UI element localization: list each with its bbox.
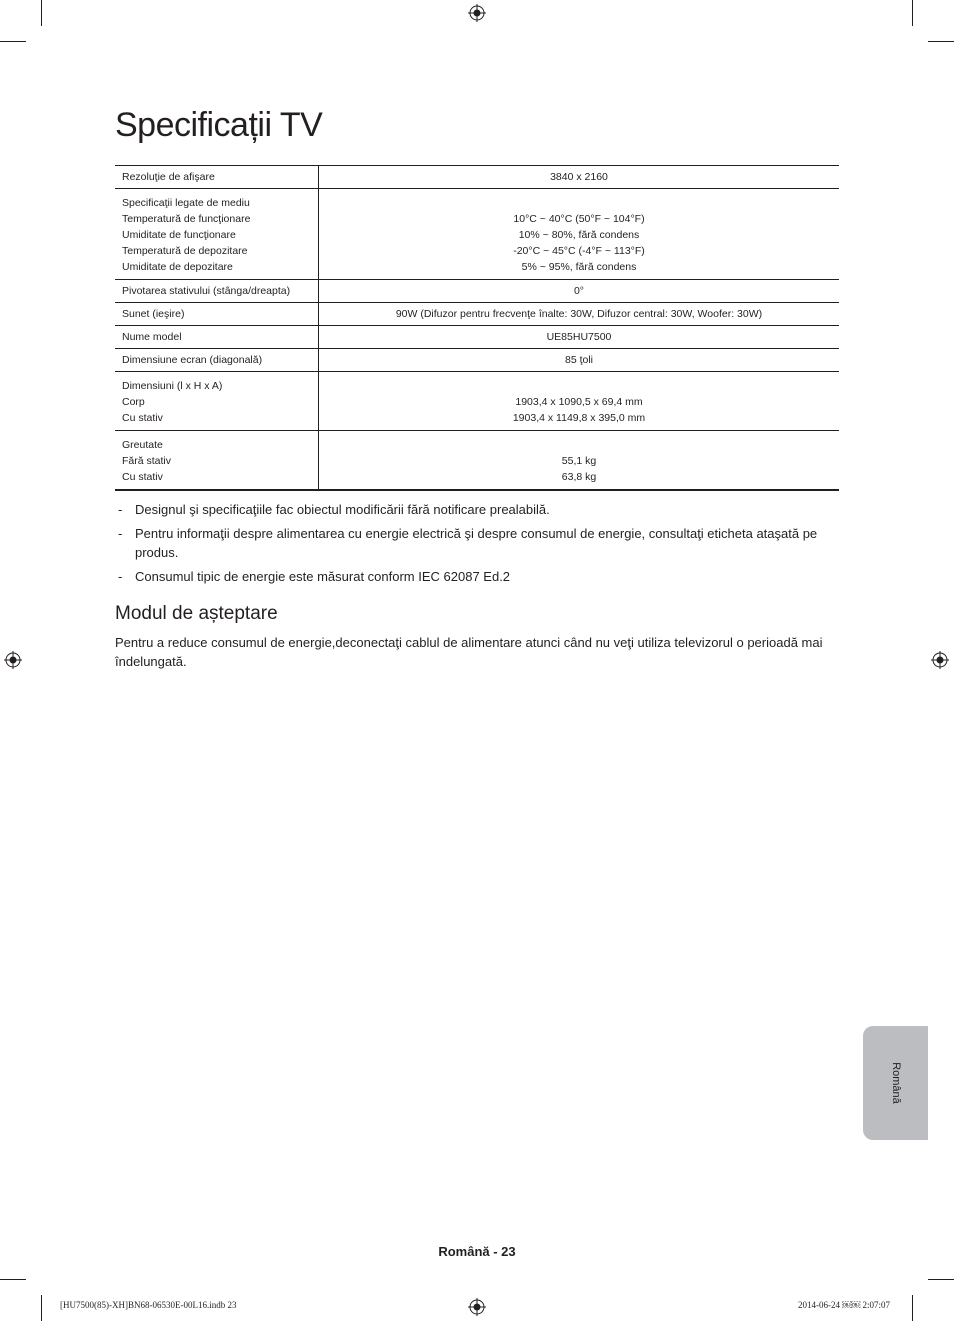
spec-value: 90W (Difuzor pentru frecvenţe înalte: 30W, Difuzor central: 30W, Woofer: 30W): [319, 303, 840, 326]
spec-label: Dimensiune ecran (diagonală): [115, 349, 319, 372]
spec-row-model: [115, 326, 839, 349]
spec-value: 55,1 kg 63,8 kg: [319, 431, 840, 491]
spec-row-environment: [115, 189, 839, 280]
spec-table: [115, 165, 839, 491]
page-number: Română - 23: [438, 1244, 516, 1259]
spec-row-stand-swivel: [115, 280, 839, 303]
page-title: Specificații TV: [115, 106, 323, 144]
section-heading-standby: Modul de așteptare: [115, 603, 278, 624]
spec-value: 85 ţoli: [319, 349, 840, 372]
spec-label: Dimensiuni (l x H x A) Corp Cu stativ: [115, 372, 319, 431]
registration-mark-icon: [468, 4, 486, 22]
standby-paragraph: Pentru a reduce consumul de energie,deconectaţi cablul de alimentare atunci când nu veţi utiliza televizorul o perioadă mai îndelungată.: [115, 635, 823, 669]
side-tab-label: Română: [889, 1062, 902, 1104]
spec-value: 10°C ~ 40°C (50°F ~ 104°F) 10% ~ 80%, fără condens -20°C ~ 45°C (-4°F ~ 113°F) 5% ~ 95%, fără condens: [319, 189, 840, 280]
spec-value: 1903,4 x 1090,5 x 69,4 mm 1903,4 x 1149,8 x 395,0 mm: [319, 372, 840, 431]
spec-value: 0°: [319, 280, 840, 303]
spec-value: 3840 x 2160: [319, 166, 840, 189]
registration-mark-icon: [931, 651, 949, 669]
list-item: - Designul şi specificaţiile fac obiectul modificării fără notificare prealabilă.: [118, 502, 550, 517]
crop-mark-icon: [928, 1279, 954, 1280]
spec-label: Rezoluţie de afişare: [115, 166, 319, 189]
spec-row-resolution: [115, 166, 839, 189]
footer-file-info: [HU7500(85)-XH]BN68-06530E-00L16.indb 23: [60, 1300, 237, 1310]
spec-row-weight: [115, 431, 839, 491]
spec-row-sound: [115, 303, 839, 326]
registration-mark-icon: [4, 651, 22, 669]
crop-mark-icon: [912, 0, 913, 26]
crop-mark-icon: [0, 1279, 26, 1280]
spec-row-screen-size: [115, 349, 839, 372]
crop-mark-icon: [41, 1295, 42, 1321]
list-item: - Consumul tipic de energie este măsurat conform IEC 62087 Ed.2: [118, 569, 511, 584]
spec-label: Greutate Fără stativ Cu stativ: [115, 431, 319, 491]
spec-label: Specificaţii legate de mediu Temperatură de funcţionare Umiditate de funcţionare Temperatură de depozitare Umiditate de depozitare: [115, 189, 319, 280]
registration-mark-icon: [468, 1298, 486, 1316]
crop-mark-icon: [912, 1295, 913, 1321]
spec-value: UE85HU7500: [319, 326, 840, 349]
footer-timestamp: 2014-06-24 ￼￼ 2:07:07: [798, 1300, 890, 1310]
crop-mark-icon: [41, 0, 42, 26]
language-side-tab: [863, 1026, 928, 1140]
list-item: - Pentru informaţii despre alimentarea cu energie electrică şi despre consumul de energie, consultaţi eticheta ataşată pe produs.: [118, 526, 818, 560]
spec-label: Pivotarea stativului (stânga/dreapta): [115, 280, 319, 303]
spec-label: Sunet (ieşire): [115, 303, 319, 326]
crop-mark-icon: [928, 41, 954, 42]
spec-row-dimensions: [115, 372, 839, 431]
notes-list: [115, 500, 839, 591]
crop-mark-icon: [0, 41, 26, 42]
spec-label: Nume model: [115, 326, 319, 349]
